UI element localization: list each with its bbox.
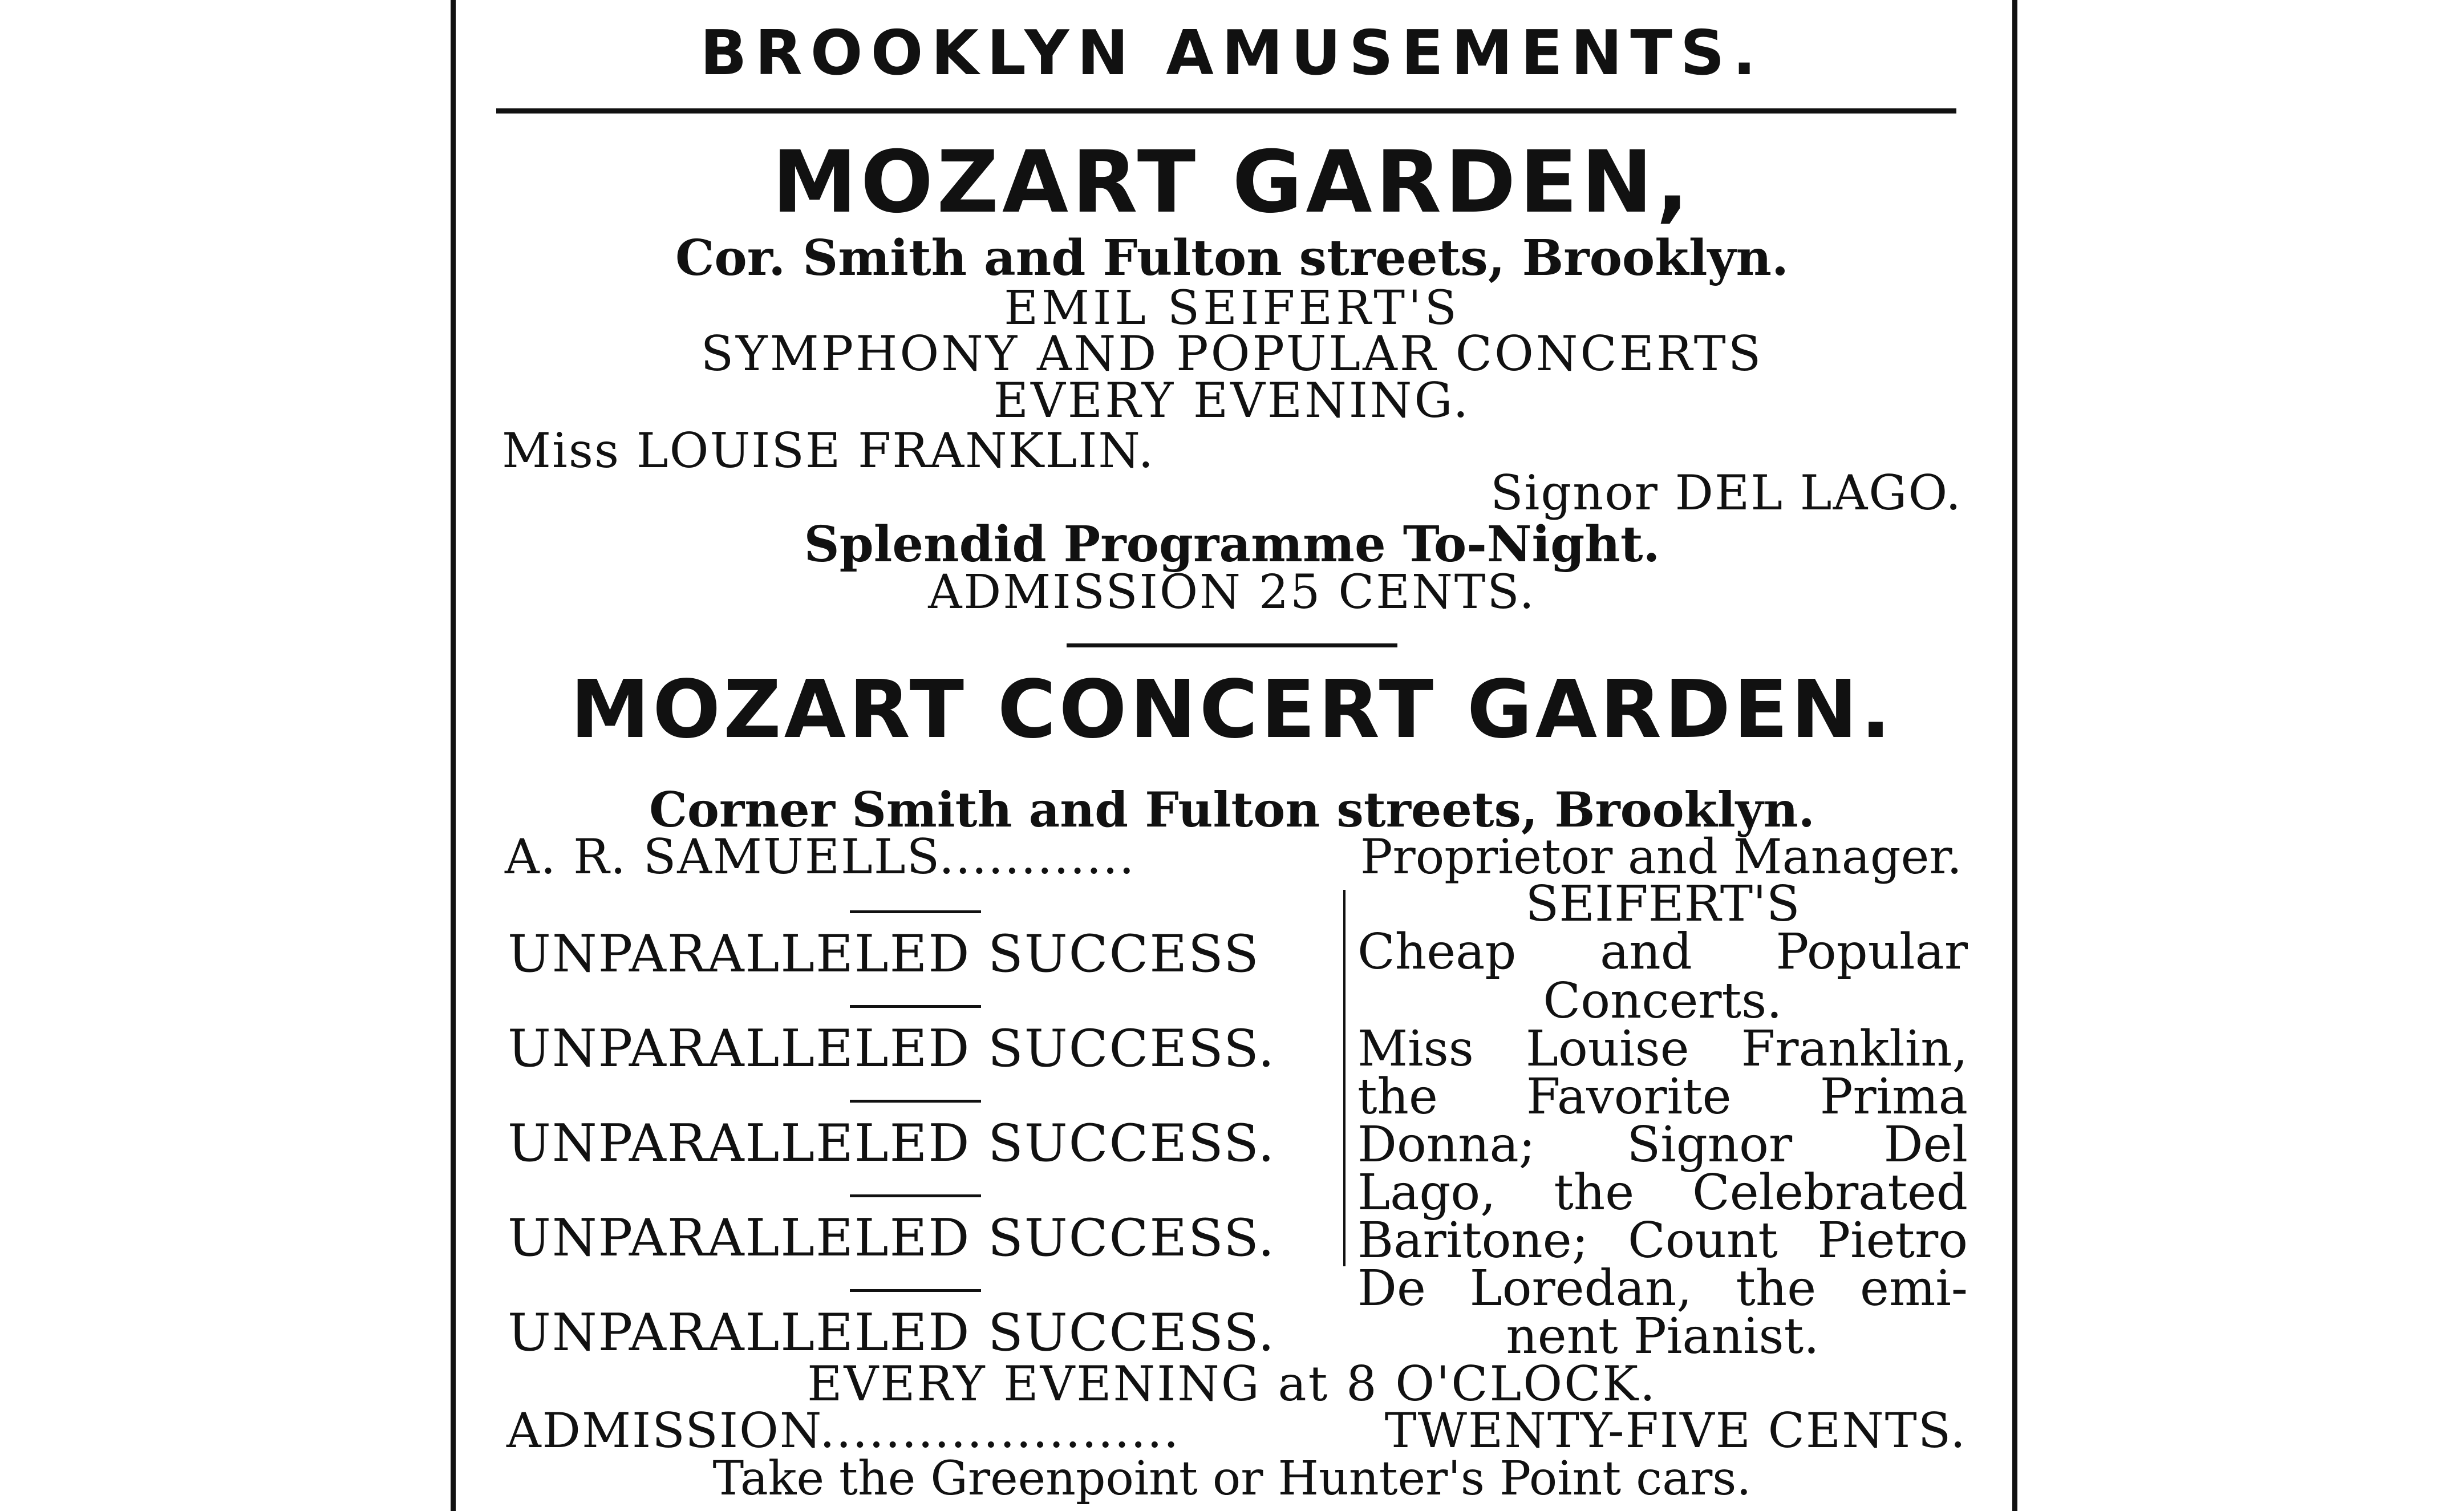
ad2-proprietor-name: A. R. SAMUELLS............ — [505, 829, 1136, 885]
right-line: the Favorite Prima — [1357, 1068, 1968, 1125]
success-divider — [850, 910, 981, 913]
ad1-address: Cor. Smith and Fulton streets, Brooklyn. — [675, 229, 1789, 287]
success-divider — [850, 1194, 981, 1197]
ad1-line2: SYMPHONY AND POPULAR CONCERTS — [700, 326, 1764, 382]
ad2-proprietor-role: Proprietor and Manager. — [1360, 829, 1962, 885]
ad2-title: MOZART CONCERT GARDEN. — [570, 663, 1894, 756]
left-column-rule — [451, 0, 456, 1511]
ad1-programme: Splendid Programme To-Night. — [804, 516, 1660, 573]
ad2-directions: Take the Greenpoint or Hunter's Point cars. — [712, 1452, 1752, 1506]
success-line: UNPARALLELED SUCCESS — [508, 924, 1260, 984]
ad1-admission: ADMISSION 25 CENTS. — [928, 565, 1536, 619]
ad1-performer-right: Signor DEL LAGO. — [1490, 465, 1962, 521]
ad2-evening: EVERY EVENING at 8 O'CLOCK. — [807, 1356, 1657, 1412]
middle-column-rule — [1343, 890, 1346, 1266]
success-divider — [850, 1289, 981, 1292]
success-divider — [850, 1100, 981, 1103]
ad2-admission-label: ADMISSION...................... — [506, 1403, 1180, 1459]
right-line: Cheap and Popular — [1357, 923, 1968, 981]
right-line: Concerts. — [1543, 973, 1782, 1030]
header-underline — [496, 108, 1956, 114]
success-divider — [850, 1005, 981, 1008]
ad1-performer-left: Miss LOUISE FRANKLIN. — [502, 423, 1155, 479]
success-line: UNPARALLELED SUCCESS. — [508, 1303, 1276, 1363]
success-line: UNPARALLELED SUCCESS. — [508, 1208, 1276, 1268]
right-line: nent Pianist. — [1506, 1308, 1819, 1365]
ad2-admission-value: TWENTY-FIVE CENTS. — [1384, 1403, 1967, 1459]
right-line: SEIFERT'S — [1525, 876, 1800, 933]
right-column-rule — [2012, 0, 2017, 1511]
ad1-title: MOZART GARDEN, — [772, 133, 1692, 232]
right-line: De Loredan, the emi- — [1357, 1260, 1968, 1317]
success-line: UNPARALLELED SUCCESS. — [508, 1113, 1276, 1173]
right-line: Donna; Signor Del — [1357, 1116, 1968, 1173]
right-line: Baritone; Count Pietro — [1357, 1212, 1968, 1269]
right-line: Miss Louise Franklin, — [1357, 1020, 1968, 1077]
success-line: UNPARALLELED SUCCESS. — [508, 1019, 1276, 1079]
ad1-line3: EVERY EVENING. — [993, 372, 1471, 428]
ad2-address: Corner Smith and Fulton streets, Brooklyn. — [649, 781, 1815, 838]
right-line: Lago, the Celebrated — [1357, 1164, 1968, 1221]
section-header: BROOKLYN AMUSEMENTS. — [700, 18, 1764, 89]
ad1-line1: EMIL SEIFERT'S — [1004, 281, 1460, 335]
ad-divider — [1067, 643, 1397, 647]
